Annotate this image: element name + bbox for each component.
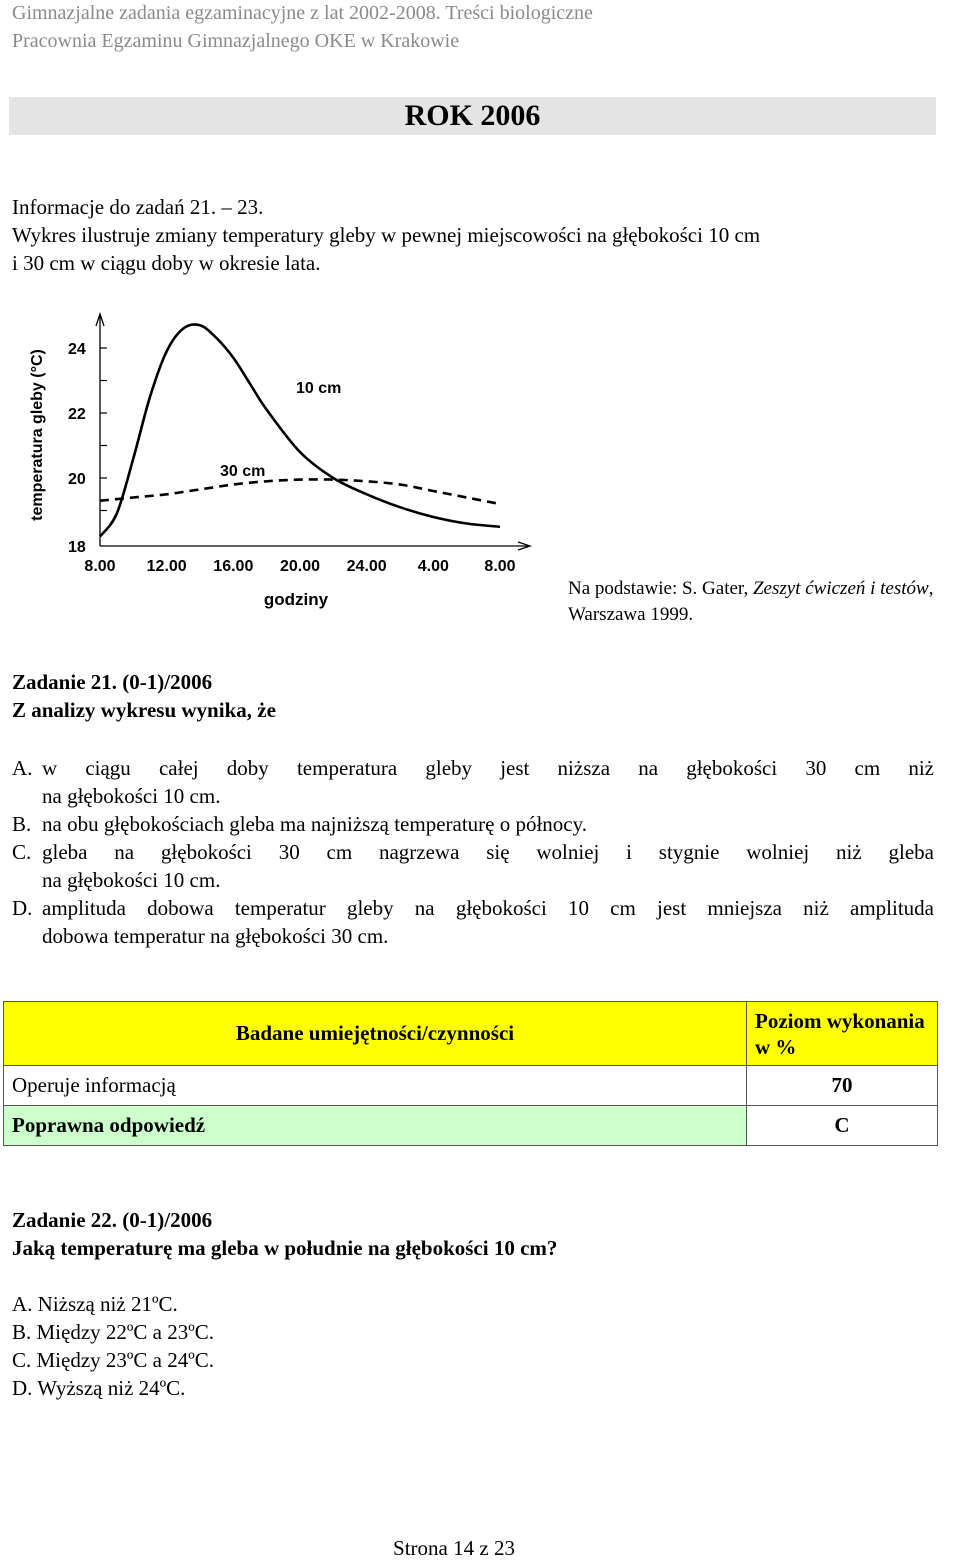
info-text-line1: Wykres ilustruje zmiany temperatury gleby w pewnej miejscowości na głębokości 10 cm: [12, 223, 761, 247]
correct-answer-label-cell: Poprawna odpowiedź: [4, 1106, 747, 1146]
level-cell: 70: [747, 1066, 938, 1106]
answer-text-line2: na głębokości 10 cm.: [42, 784, 221, 808]
info-heading: Informacje do zadań 21. – 23.: [12, 195, 264, 219]
task21-title: Zadanie 21. (0-1)/2006: [12, 670, 213, 694]
skills-table: [3, 1001, 938, 1146]
answer-label: C.: [12, 840, 32, 864]
x-tick-label: 8.00: [484, 558, 516, 575]
source-book-title: Zeszyt ćwiczeń i testów: [752, 578, 929, 599]
table-header-row: [4, 1002, 938, 1066]
source-suffix: ,: [928, 578, 934, 599]
answer-label: B.: [12, 812, 32, 836]
y-tick-label: 18: [68, 539, 86, 556]
answer-label: A.: [12, 756, 33, 780]
header-level-cell: Poziom wykonania w %: [747, 1002, 938, 1066]
task22-answer-a: A. Niższą niż 21ºC.: [12, 1292, 178, 1316]
x-tick-label: 16.00: [213, 558, 254, 575]
year-title: ROK 2006: [9, 97, 936, 135]
y-tick-label: 20: [68, 471, 86, 488]
chart-series: [100, 324, 500, 536]
source-citation: [568, 578, 933, 600]
series-label-10cm: 10 cm: [296, 380, 342, 397]
x-tick-label: 8.00: [84, 558, 116, 575]
correct-answer-cell: C: [747, 1106, 938, 1146]
series-line-1: [100, 324, 500, 536]
answer-text-line1: w ciągu całej doby temperatura gleby jest niższa na głębokości 30 cm niż: [42, 756, 934, 780]
header-subtitle: Pracownia Egzaminu Gimnazjalnego OKE w Krakowie: [12, 30, 460, 52]
task22-answer-c: C. Między 23ºC a 24ºC.: [12, 1348, 215, 1372]
y-tick-label: 22: [68, 406, 86, 423]
task21-answer-d: [12, 894, 934, 950]
answer-text-line2: na głębokości 10 cm.: [42, 868, 221, 892]
task22-question: Jaką temperaturę ma gleba w południe na głębokości 10 cm?: [12, 1236, 558, 1260]
task21-question: Z analizy wykresu wynika, że: [12, 698, 276, 722]
task21-answer-b: [12, 810, 934, 838]
x-tick-label: 20.00: [279, 558, 321, 575]
answer-text-line2: dobowa temperatur na głębokości 30 cm.: [42, 924, 389, 948]
task22-answer-b: B. Między 22ºC a 23ºC.: [12, 1320, 215, 1344]
answer-text-line1: na obu głębokościach gleba ma najniższą temperaturę o północy.: [42, 812, 588, 836]
chart-axes: [96, 314, 530, 550]
chart-y-ticks: [68, 341, 107, 556]
skill-cell: Operuje informacją: [4, 1066, 747, 1106]
table-row: [4, 1066, 938, 1106]
y-axis-title: temperatura gleby (°C): [29, 349, 46, 521]
task22-title: Zadanie 22. (0-1)/2006: [12, 1208, 213, 1232]
info-text-line2: i 30 cm w ciągu doby w okresie lata.: [12, 251, 321, 275]
x-tick-label: 24.00: [346, 558, 387, 575]
series-line-2: [100, 479, 500, 504]
source-year: Warszawa 1999.: [568, 604, 694, 625]
y-tick-label: 24: [68, 341, 86, 358]
answer-text-line1: amplituda dobowa temperatur gleby na głębokości 10 cm jest mniejsza niż amplituda: [42, 896, 934, 920]
answer-label: D.: [12, 896, 33, 920]
header-title: Gimnazjalne zadania egzaminacyjne z lat 2002-2008. Treści biologiczne: [12, 2, 593, 24]
source-prefix: Na podstawie: S. Gater,: [568, 578, 753, 599]
task21-answer-c: [12, 838, 934, 894]
task21-answer-a: [12, 754, 934, 810]
task22-answer-d: D. Wyższą niż 24ºC.: [12, 1376, 186, 1400]
header-skills-cell: Badane umiejętności/czynności: [4, 1002, 747, 1066]
answer-text-line1: gleba na głębokości 30 cm nagrzewa się wolniej i stygnie wolniej niż gleba: [42, 840, 934, 864]
x-tick-label: 4.00: [417, 558, 449, 575]
soil-temperature-chart: [20, 300, 540, 620]
x-tick-label: 12.00: [146, 558, 187, 575]
table-row: [4, 1106, 938, 1146]
x-axis-title: godziny: [263, 590, 329, 609]
series-label-30cm: 30 cm: [220, 463, 266, 480]
chart-x-ticks: [84, 558, 515, 575]
page-number: Strona 14 z 23: [393, 1536, 515, 1560]
